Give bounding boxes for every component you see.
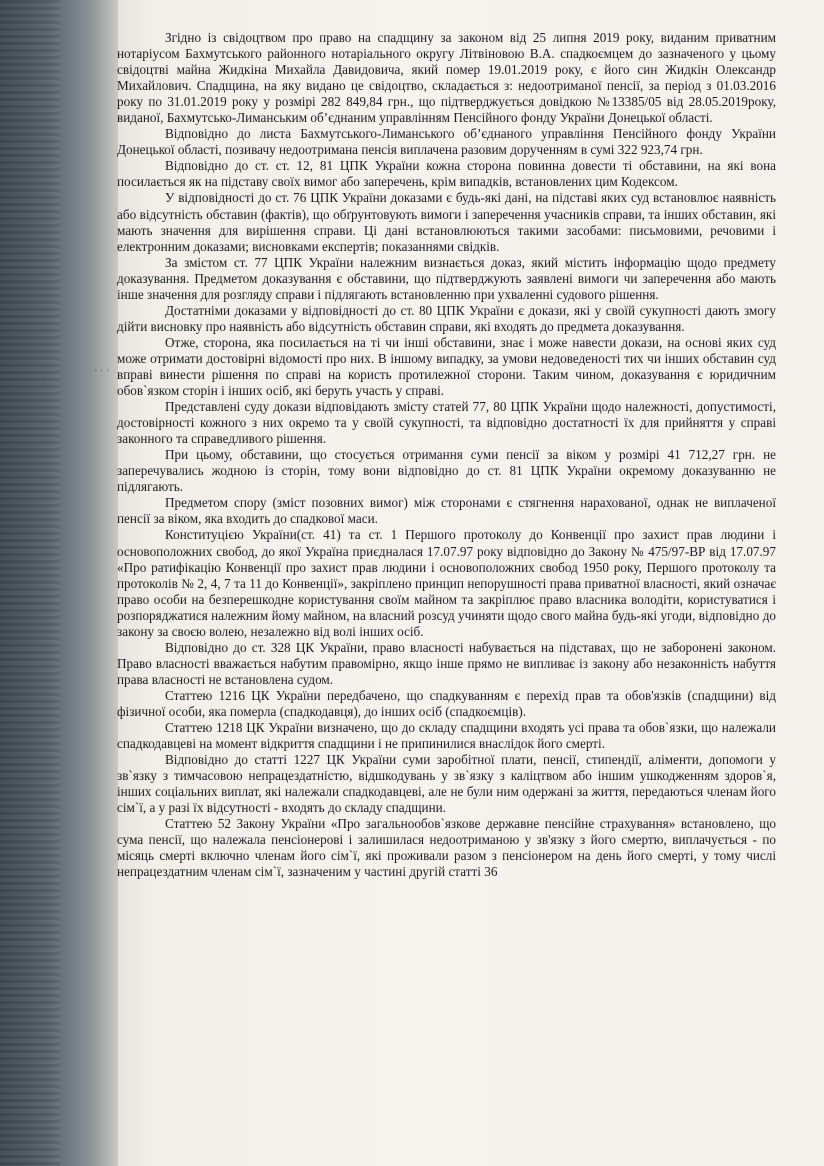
paragraph: Статтею 52 Закону України «Про загальнообов`язкове державне пенсійне страхування» встановлено, що сума пенсії, що належала пенсіонерові і залишилася недоотриманою у зв'язку з його смертю, виплачується - по місяць смерті включно членам його сім`ї, які проживали разом з пенсіонером на день його смерті, у тому числі непрацездатним членам сім`ї, зазначеним у частині другій статті 36 — [117, 816, 776, 880]
paragraph: За змістом ст. 77 ЦПК України належним визнається доказ, який містить інформацію щодо предмету доказування. Предметом доказування є обставини, що підтверджують заявлені вимоги чи заперечення або мають інше значення для розгляду справи і підлягають встановленню при ухваленні судового рішення. — [117, 254, 776, 302]
paragraph: Конституцією України(ст. 41) та ст. 1 Першого протоколу до Конвенції про захист прав людини і основоположних свобод, до якої Україна приєдналася 17.07.97 року відповідно до Закону № 475/97-ВР від 17.07.97 «Про ратифікацію Конвенції про захист прав людини і основоположних свобод 1950 року, Першого протоколу та протоколів № 2, 4, 7 та 11 до Конвенції», закріплено принцип непорушності права приватної власності, який означає право особи на безперешкодне користування своїм майном та закріплює право власника володіти, користуватися і розпоряджатися належним йому майном, на власний розсуд учиняти щодо свого майна будь-які угоди, відповідно до закону за своєю волею, незалежно від волі інших осіб. — [117, 527, 776, 639]
paragraph: Предметом спору (зміст позовних вимог) між сторонами є стягнення нарахованої, однак не виплаченої пенсії за віком, яка входить до спадкової маси. — [117, 495, 776, 527]
paragraph: Відповідно до листа Бахмутського-Лиманського об’єднаного управління Пенсійного фонду України Донецької області, позивачу недоотримана пенсія виплачена разовим дорученням в сумі 322 923,74 грн. — [117, 126, 776, 158]
paragraph: Отже, сторона, яка посилається на ті чи інші обставини, знає і може навести докази, на основі яких суд може отримати достовірні відомості про них. В іншому випадку, за умови недоведеності тих чи інших обставин суд вправі винести рішення по справі на користь протилежної сторони. Таким чином, доказування є юридичним обов`язком сторін і інших осіб, які беруть участь у справі. — [117, 334, 776, 399]
paragraph: Достатніми доказами у відповідності до ст. 80 ЦПК України є докази, які у своїй сукупності дають змогу дійти висновку про наявність або відсутність обставин справи, які входять до предмета доказування. — [117, 302, 776, 334]
paragraph: Статтею 1218 ЦК України визначено, що до складу спадщини входять усі права та обов`язки, що належали спадкодавцеві на момент відкриття спадщини і не припинилися внаслідок його смерті. — [117, 720, 776, 752]
paragraph: Згідно із свідоцтвом про право на спадщину за законом від 25 липня 2019 року, виданим приватним нотаріусом Бахмутського районного нотаріального округу Літвіновою В.А. спадкоємцем до зазначеного у цьому свідоцтві майна Жидкіна Михайла Давидовича, який помер 19.01.2019 року, є його син Жидкін Олександр Михайлович. Спадщина, на яку видано це свідоцтво, складається з: недоотриманої пенсії, за період з 01.03.2016 року по 31.01.2019 року у розмірі 282 849,84 грн., що підтверджується довідкою №13385/05 від 28.05.2019року, виданої, Бахмутсько-Лиманським об’єднаним управлінням Пенсійного фонду України Донецької області. — [117, 30, 776, 126]
paragraph: При цьому, обставини, що стосується отримання суми пенсії за віком у розмірі 41 712,27 грн. не заперечувались жодною із сторін, тому вони відповідно до ст. 81 ЦПК України окремому доказуванню не підлягають. — [117, 447, 776, 495]
margin-mark: ' ' ' — [95, 368, 110, 378]
scan-binding-edge — [0, 0, 128, 1166]
paragraph: Відповідно до статті 1227 ЦК України суми заробітної плати, пенсії, стипендії, аліменти, допомоги у зв`язку з тимчасовою непрацездатністю, відшкодувань у зв`язку з каліцтвом або іншим ушкодженням здоров`я, інших соціальних виплат, які належали спадкодавцеві, але не були ним одержані за життя, передаються членам його сім`ї, а у разі їх відсутності - входять до складу спадщини. — [117, 752, 776, 816]
paragraph: Представлені суду докази відповідають змісту статей 77, 80 ЦПК України щодо належності, допустимості, достовірності кожного з них окремо та у своїй сукупності, та відповідно достатності їх для прийняття у справі законного та справедливого рішення. — [117, 399, 776, 447]
paragraph: Відповідно до ст. ст. 12, 81 ЦПК України кожна сторона повинна довести ті обставини, на які вона посилається як на підставу своїх вимог або заперечень, крім випадків, встановлених цим Кодексом. — [117, 158, 776, 190]
paragraph: Відповідно до ст. 328 ЦК України, право власності набувається на підставах, що не заборонені законом. Право власності вважається набутим правомірно, якщо інше прямо не випливає із закону або незаконність набуття права власності не встановлена судом. — [117, 639, 776, 687]
paragraph: Статтею 1216 ЦК України передбачено, що спадкуванням є перехід прав та обов'язків (спадщини) від фізичної особи, яка померла (спадкодавця), до інших осіб (спадкоємців). — [117, 687, 776, 719]
document-body — [117, 30, 776, 880]
paragraph: У відповідності до ст. 76 ЦПК України доказами є будь-які дані, на підставі яких суд встановлює наявність або відсутність обставин (фактів), що обґрунтовують вимоги і заперечення учасників справи, та інших обставин, які мають значення для вирішення справи. Ці дані встановлюються такими засобами: письмовими, речовими і електронним доказами; висновками експертів; показаннями свідків. — [117, 190, 776, 254]
